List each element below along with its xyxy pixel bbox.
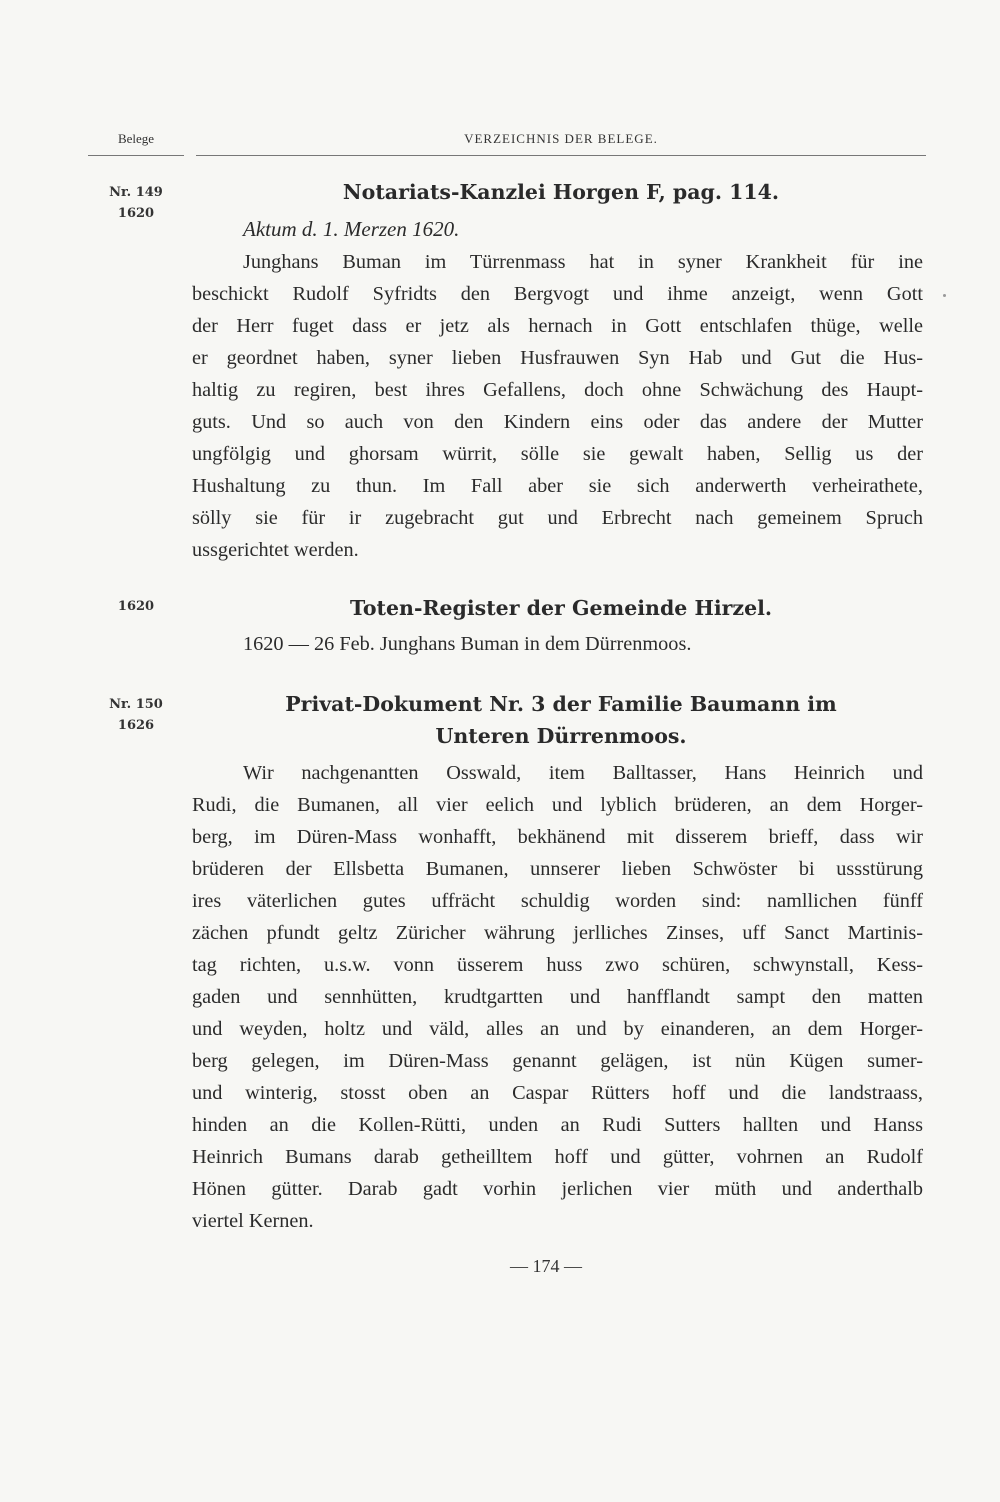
running-header-title: VERZEICHNIS DER BELEGE. (464, 131, 658, 146)
margin-note-year: 1626 (117, 718, 155, 733)
text-line: er geordnet haben, syner lieben Husfrauwen Syn Hab und Gut die Hus- (192, 347, 923, 369)
text-line: haltig zu regiren, best ihres Gefallens, doch ohne Schwächung des Haupt- (192, 379, 923, 401)
text-line: hinden an die Kollen-Rütti, unden an Rudi Sutters hallten und Hanss (192, 1114, 923, 1136)
entry-subtitle-aktum: Aktum d. 1. Merzen 1620. (243, 217, 460, 241)
margin-note-entry-1620 (88, 596, 184, 617)
entry-body-privat-dokument (192, 757, 923, 1237)
text-line: Hönen gütter. Darab gadt vorhin jerlichen vier müth und anderthalb (192, 1178, 923, 1200)
margin-note-number: Nr. 150 (109, 697, 163, 712)
text-line: berg gelegen, im Düren-Mass genannt gelägen, ist nün Kügen sumer- (192, 1050, 923, 1072)
heading-line: Notariats-Kanzlei Horgen F, pag. 114. (342, 180, 780, 204)
margin-note-entry-149 (88, 182, 184, 224)
text-line: und weyden, holtz und väld, alles an und by einanderen, an dem Horger- (192, 1018, 923, 1040)
header-rule-main (196, 155, 926, 156)
text-line: brüderen der Ellsbetta Bumanen, unnserer lieben Schwöster bi ussstürung (192, 858, 923, 880)
margin-note-year: 1620 (117, 206, 155, 221)
text-line: Rudi, die Bumanen, all vier eelich und lyblich brüderen, an dem Horger- (192, 794, 923, 816)
section-heading-toten-register (196, 592, 926, 624)
margin-note-number: Nr. 149 (109, 185, 163, 200)
page-number: — 174 — (510, 1256, 582, 1276)
heading-line: Unteren Dürrenmoos. (435, 724, 687, 748)
running-header-left: Belege (117, 131, 155, 146)
entry-body-notariats-kanzlei (192, 246, 923, 566)
section-heading-notariats-kanzlei (196, 176, 926, 208)
margin-note-entry-150 (88, 694, 184, 736)
text-line: sölly sie für ir zugebracht gut und Erbrecht nach gemeinem Spruch (192, 507, 923, 529)
text-line: Hushaltung zu thun. Im Fall aber sie sich anderwerth verheirathete, (192, 475, 923, 497)
text-line: tag richten, u.s.w. vonn üsserem huss zwo schüren, schwynstall, Kess- (192, 954, 923, 976)
text-line: und winterig, stosst oben an Caspar Rütters hoff und die landstraass, (192, 1082, 923, 1104)
text-line: guts. Und so auch von den Kindern eins oder das andere der Mutter (192, 411, 923, 433)
text-line: ussgerichtet werden. (192, 539, 359, 561)
paper-speck (943, 294, 946, 297)
text-line: ires väterlichen gutes uffrächt schuldig worden sind: namllichen fünff (192, 890, 923, 912)
entry-body-toten-register: 1620 — 26 Feb. Junghans Buman in dem Dürrenmoos. (243, 633, 692, 655)
text-line: der Herr fuget dass er jetz als hernach in Gott entschlafen thüge, welle (192, 315, 923, 337)
text-line: Junghans Buman im Türrenmass hat in syner Krankheit für ine (243, 251, 923, 273)
text-line: berg, im Düren-Mass wonhafft, bekhänend mit disserem brieff, dass wir (192, 826, 923, 848)
text-line: Heinrich Bumans darab getheilltem hoff und gütter, vohrnen an Rudolf (192, 1146, 923, 1168)
text-line: gaden und sennhütten, krudtgartten und hanfflandt sampt den matten (192, 986, 923, 1008)
text-line: ungfölgig und ghorsam würrit, sölle sie gewalt haben, Sellig us der (192, 443, 923, 465)
text-line: zächen pfundt geltz Züricher währung jerlliches Zinses, uff Sanct Martinis- (192, 922, 923, 944)
section-heading-privat-dokument (196, 688, 926, 752)
heading-line: Toten-Register der Gemeinde Hirzel. (349, 596, 773, 620)
text-line: beschickt Rudolf Syfridts den Bergvogt und ihme anzeigt, wenn Gott (192, 283, 923, 305)
heading-line: Privat-Dokument Nr. 3 der Familie Baumann im (285, 692, 837, 716)
header-rule-left (88, 155, 184, 156)
margin-note-year: 1620 (117, 599, 155, 614)
text-line: viertel Kernen. (192, 1210, 314, 1232)
text-line: Wir nachgenantten Osswald, item Balltasser, Hans Heinrich und (243, 762, 923, 784)
